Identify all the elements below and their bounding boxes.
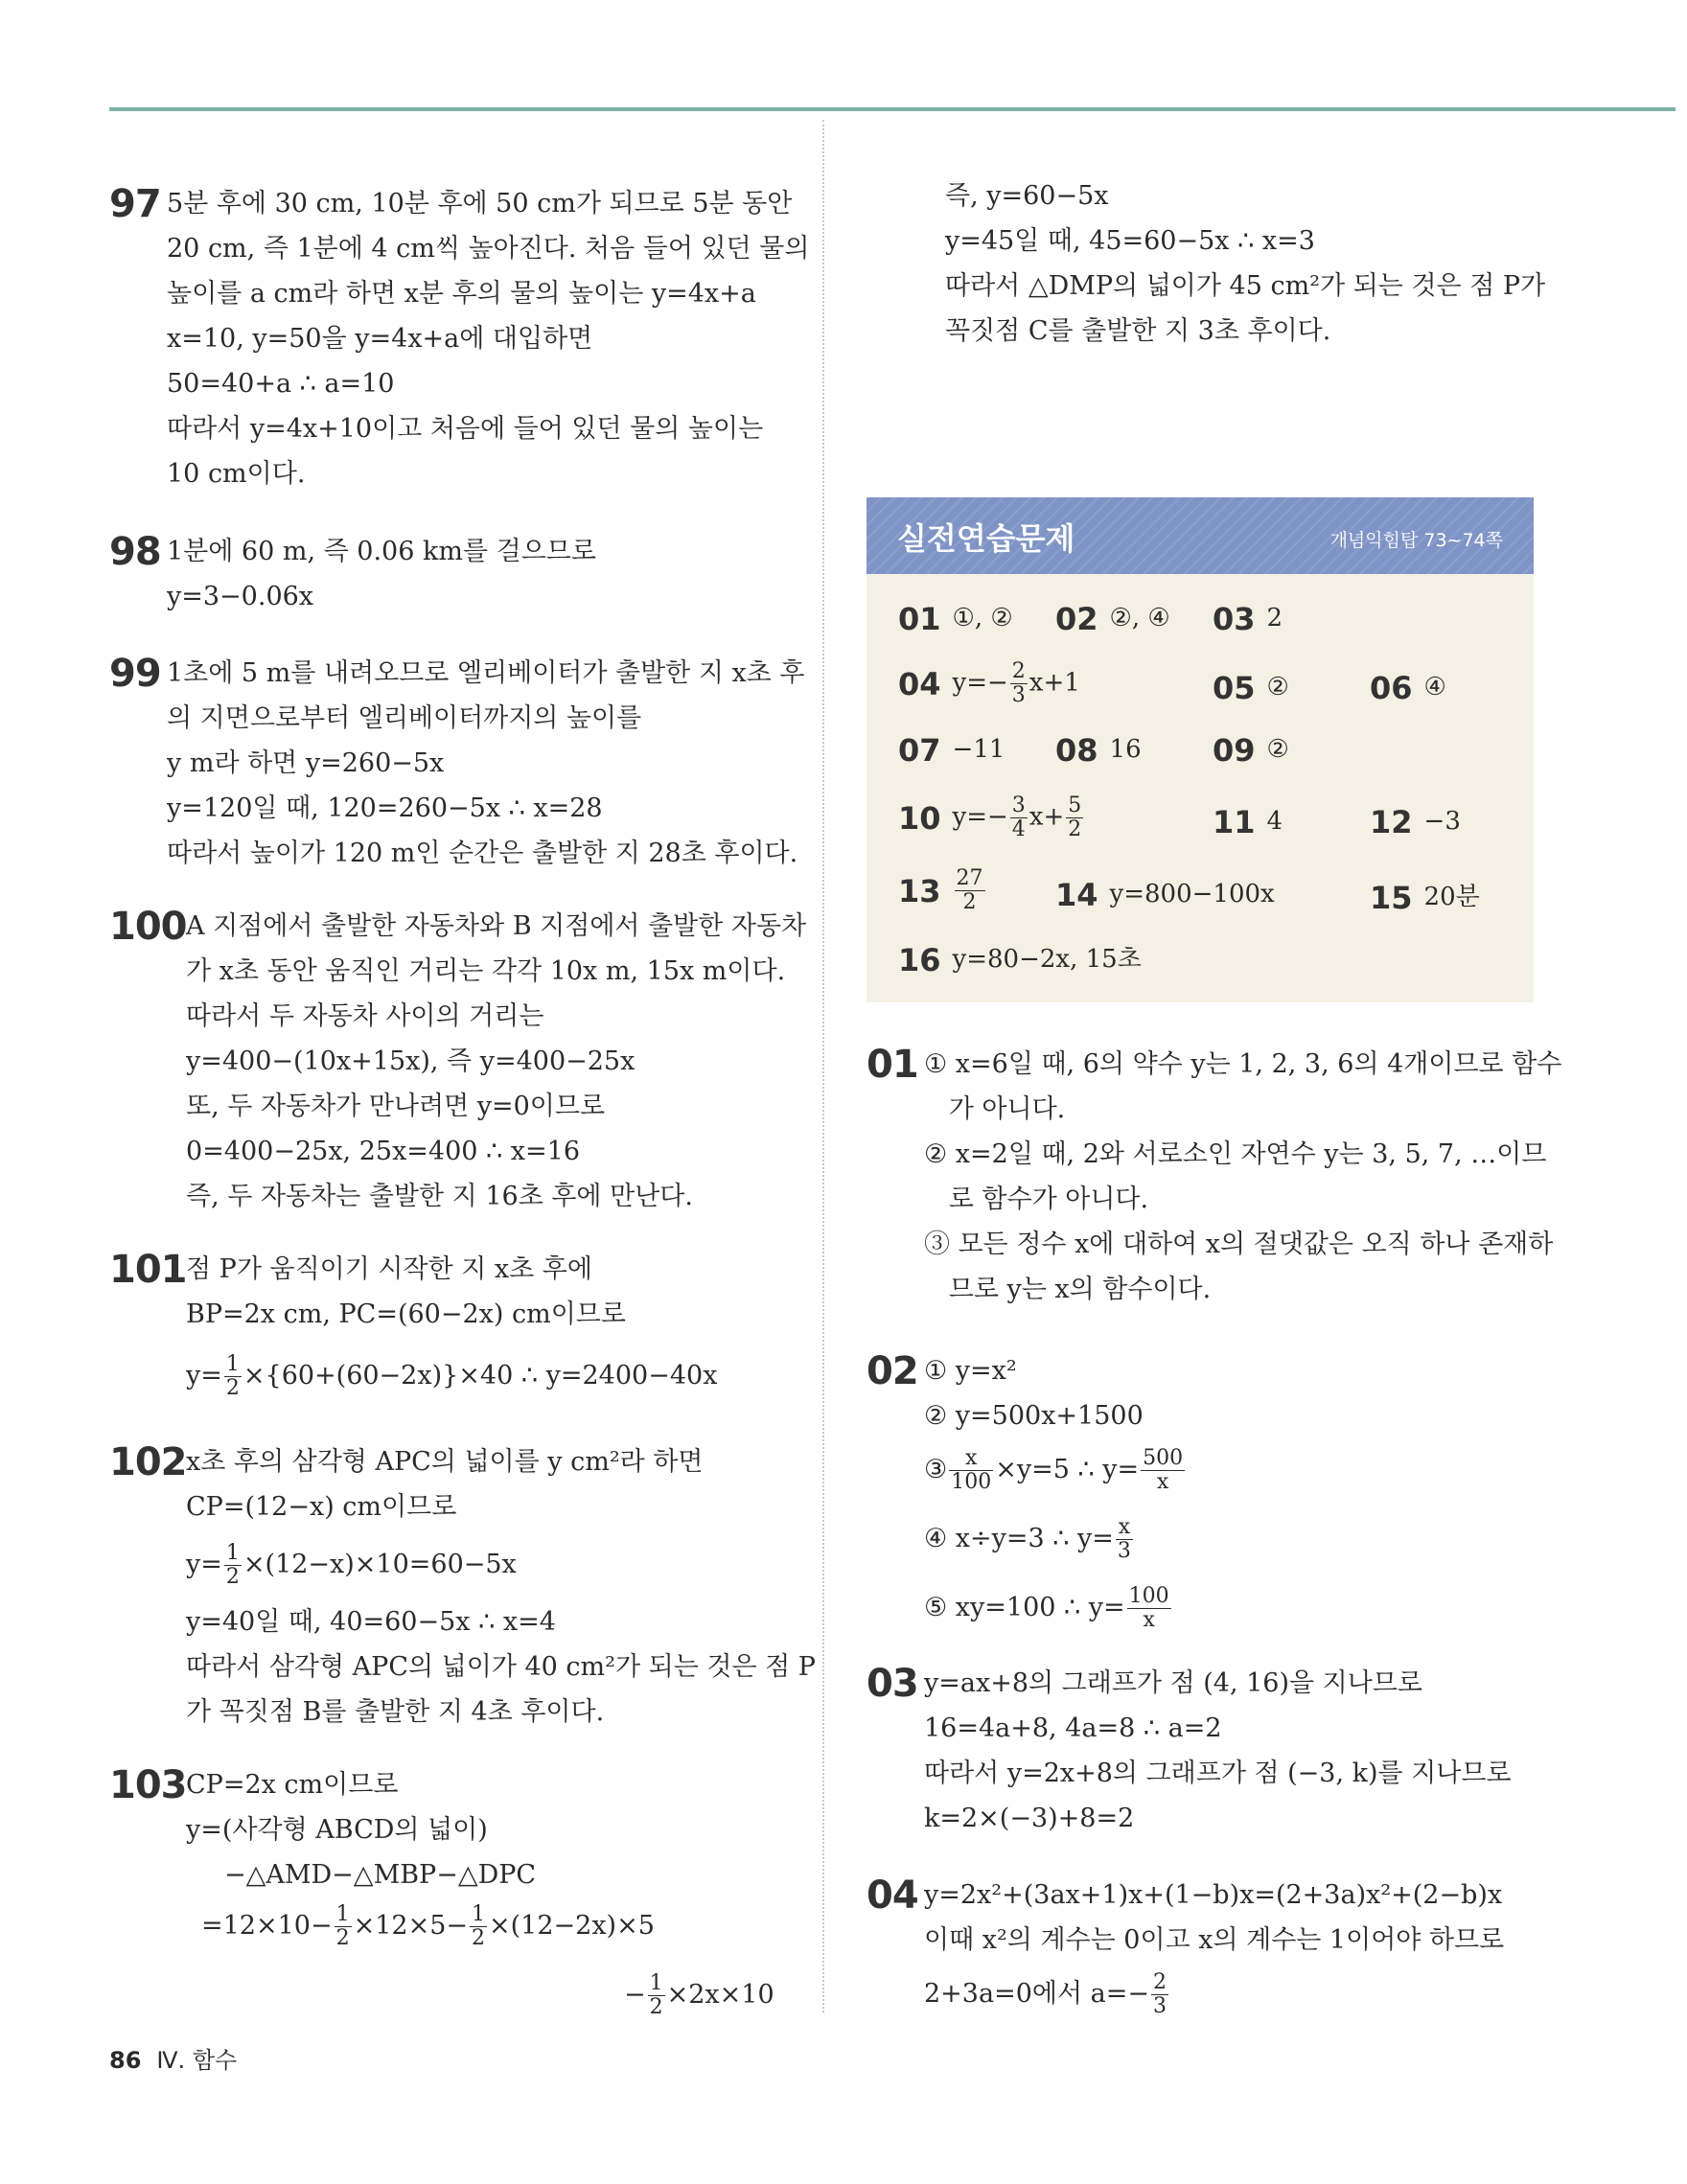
- fraction: [1010, 660, 1028, 707]
- solution-line: 16=4a+8, 4a=8 ∴ a=2: [924, 1713, 1222, 1743]
- solution-line: 따라서 y=2x+8의 그래프가 점 (−3, k)를 지나므로: [924, 1759, 1512, 1788]
- solution-line: 따라서 높이가 120 m인 순간은 출발한 지 28초 후이다.: [167, 839, 798, 868]
- answer-number: 14: [1055, 877, 1098, 913]
- expr-text: =12×10−: [201, 1911, 333, 1941]
- answer-number: 08: [1055, 732, 1098, 769]
- expr-text: ⑤ xy=100 ∴ y=: [924, 1593, 1125, 1622]
- solution-line: 20 cm, 즉 1분에 4 cm씩 높아진다. 처음 들어 있던 물의: [167, 234, 810, 264]
- solution-line: [924, 1966, 1170, 2023]
- solution-line: ① y=x²: [924, 1356, 1017, 1386]
- solution-line: [924, 1441, 1187, 1499]
- solution-line: −△AMD−△MBP−△DPC: [224, 1860, 537, 1890]
- solution-line: 므로 y는 x의 함수이다.: [924, 1275, 1212, 1304]
- denominator: 2: [225, 1565, 240, 1589]
- problem-number: 01: [867, 1043, 918, 1087]
- solution-line: 이때 x²의 계수는 0이고 x의 계수는 1이어야 하므로: [924, 1925, 1505, 1955]
- fraction: [1127, 1585, 1171, 1632]
- solution-line: [186, 1347, 717, 1405]
- solution-line: 따라서 y=4x+10이고 처음에 들어 있던 물의 높이는: [167, 414, 764, 444]
- denominator: 2: [1068, 817, 1082, 841]
- answer-15: [1370, 877, 1480, 916]
- expr-text: ×12×5−: [353, 1911, 468, 1941]
- solution-line: y=(사각형 ABCD의 넓이): [186, 1815, 488, 1845]
- expr-text: ④ x÷y=3 ∴ y=: [924, 1524, 1114, 1553]
- solution-line: [924, 1579, 1173, 1637]
- problem-number: 101: [109, 1248, 187, 1292]
- denominator: 3: [1011, 683, 1026, 707]
- numerator: 3: [1011, 793, 1026, 817]
- fraction: [955, 867, 985, 914]
- solution-line: [624, 1966, 774, 2024]
- answer-number: 15: [1370, 880, 1413, 916]
- fraction: [224, 1353, 242, 1400]
- answer-11: [1213, 804, 1283, 840]
- answer-number: 13: [898, 872, 941, 909]
- answer-value: 20분: [1423, 883, 1480, 911]
- expr-text: ×(12−2x)×5: [489, 1911, 655, 1941]
- numerator: 1: [335, 1902, 350, 1926]
- solution-line: 따라서 삼각형 APC의 넓이가 40 cm²가 되는 것은 점 P: [186, 1652, 816, 1682]
- answer-07: [898, 732, 1005, 769]
- answer-value: −3: [1423, 807, 1461, 836]
- fraction: [949, 1447, 993, 1494]
- expr-text: ×y=5 ∴ y=: [995, 1455, 1140, 1484]
- answer-value: ①, ②: [952, 604, 1013, 632]
- expr-text: y=: [186, 1550, 222, 1579]
- answer-number: 11: [1213, 804, 1256, 840]
- page-footer: [109, 2041, 237, 2075]
- solution-line: y=3−0.06x: [167, 582, 314, 611]
- answer-03: [1213, 601, 1283, 637]
- answer-value: ④: [1423, 673, 1446, 701]
- top-rule: [109, 107, 1675, 111]
- solution-line: y=2x²+(3ax+1)x+(1−b)x=(2+3a)x²+(2−b)x: [924, 1880, 1503, 1910]
- answer-number: 10: [898, 799, 941, 837]
- denominator: 3: [1117, 1539, 1131, 1563]
- fraction: [1116, 1516, 1133, 1563]
- answer-value: 2: [1266, 604, 1283, 632]
- numerator: 1: [649, 1971, 663, 1995]
- solution-line: y=45일 때, 45=60−5x ∴ x=3: [945, 226, 1315, 256]
- solution-line: ① x=6일 때, 6의 약수 y는 1, 2, 3, 6의 4개이므로 함수: [924, 1049, 1562, 1079]
- numerator: x: [949, 1447, 993, 1471]
- solution-line: 1분에 60 m, 즉 0.06 km를 걸으므로: [167, 537, 596, 566]
- fraction: [1066, 794, 1083, 841]
- answer-number: 16: [898, 942, 941, 978]
- numerator: 2: [1011, 659, 1026, 683]
- solution-line: 10 cm이다.: [167, 459, 306, 489]
- problem-number: 02: [867, 1349, 918, 1393]
- solution-line: 가 꼭짓점 B를 출발한 지 4초 후이다.: [186, 1697, 605, 1727]
- answer-number: 05: [1213, 670, 1256, 706]
- page-number: 86: [109, 2047, 142, 2074]
- answer-number: 12: [1370, 804, 1413, 840]
- answer-value: x+: [1028, 802, 1065, 832]
- solution-line: x=10, y=50을 y=4x+a에 대입하면: [167, 324, 593, 354]
- solution-line: k=2×(−3)+8=2: [924, 1804, 1135, 1833]
- solution-line: 1초에 5 m를 내려오므로 엘리베이터가 출발한 지 x초 후: [167, 658, 805, 688]
- numerator: 2: [1152, 1970, 1167, 1994]
- expr-text: 2+3a=0에서 a=−: [924, 1979, 1149, 2009]
- practice-box-title: 실전연습문제: [897, 520, 1075, 557]
- problem-number: 103: [109, 1763, 187, 1807]
- denominator: 2: [649, 1995, 663, 2019]
- solution-line: y=120일 때, 120=260−5x ∴ x=28: [167, 793, 603, 823]
- problem-number: 97: [109, 182, 161, 226]
- expr-text: ③: [924, 1455, 948, 1484]
- answer-number: 09: [1213, 732, 1256, 769]
- solution-line: 0=400−25x, 25x=400 ∴ x=16: [186, 1137, 580, 1166]
- answer-value: 4: [1266, 807, 1283, 836]
- solution-line: 5분 후에 30 cm, 10분 후에 50 cm가 되므로 5분 동안: [167, 189, 793, 218]
- answer-number: 01: [898, 601, 941, 637]
- fraction: [1141, 1447, 1185, 1494]
- answer-number: 03: [1213, 601, 1256, 637]
- solution-line: 따라서 △DMP의 넓이가 45 cm²가 되는 것은 점 P가: [945, 271, 1546, 301]
- solution-line: 가 x초 동안 움직인 거리는 각각 10x m, 15x m이다.: [186, 956, 786, 986]
- solution-line: [924, 1510, 1135, 1568]
- answer-14: [1055, 877, 1275, 913]
- section-label: Ⅳ. 함수: [156, 2047, 238, 2074]
- answer-value: 16: [1109, 735, 1142, 764]
- solution-line: 로 함수가 아니다.: [924, 1184, 1149, 1214]
- answer-05: [1213, 670, 1289, 706]
- answer-13: [898, 867, 987, 914]
- numerator: x: [1116, 1516, 1133, 1540]
- answer-06: [1370, 670, 1446, 706]
- answer-12: [1370, 804, 1461, 840]
- answer-value: y=800−100x: [1109, 880, 1275, 908]
- answer-number: 06: [1370, 670, 1413, 706]
- practice-box-reference: 개념익힘탑 73~74쪽: [1329, 530, 1503, 551]
- problem-number: 100: [109, 905, 187, 949]
- numerator: 27: [956, 866, 983, 890]
- solution-line: BP=2x cm, PC=(60−2x) cm이므로: [186, 1299, 626, 1329]
- answer-value: y=80−2x, 15초: [952, 945, 1142, 974]
- answer-02: [1055, 601, 1170, 637]
- solution-line: ② y=500x+1500: [924, 1401, 1144, 1431]
- fraction: [1151, 1971, 1168, 2018]
- numerator: 100: [1128, 1584, 1169, 1608]
- solution-line: 즉, 두 자동차는 출발한 지 16초 후에 만난다.: [186, 1182, 693, 1211]
- denominator: 2: [335, 1926, 350, 1950]
- solution-line: 즉, y=60−5x: [945, 181, 1109, 211]
- solution-line: y=ax+8의 그래프가 점 (4, 16)을 지나므로: [924, 1668, 1423, 1698]
- solution-line: [201, 1897, 655, 1955]
- solution-line: 따라서 두 자동차 사이의 거리는: [186, 1001, 544, 1031]
- answer-10: [898, 794, 1085, 841]
- solution-line: 또, 두 자동차가 만나려면 y=0이므로: [186, 1092, 606, 1121]
- answer-01: [898, 601, 1013, 637]
- answer-08: [1055, 732, 1142, 769]
- denominator: 4: [1011, 817, 1026, 841]
- fraction: [1010, 794, 1028, 841]
- solution-line: ③ 모든 정수 x에 대하여 x의 절댓값은 오직 하나 존재하: [924, 1230, 1554, 1259]
- solution-line: 꼭짓점 C를 출발한 지 3초 후이다.: [945, 316, 1331, 346]
- solution-line: [186, 1536, 517, 1594]
- fraction: [470, 1903, 487, 1950]
- numerator: 500: [1143, 1446, 1184, 1470]
- answer-value: ②: [1266, 735, 1289, 764]
- answer-value: y=−: [952, 802, 1008, 832]
- practice-box-header: [867, 497, 1534, 574]
- denominator: 2: [962, 890, 977, 914]
- problem-number: 03: [867, 1662, 918, 1706]
- solution-line: 점 P가 움직이기 시작한 지 x초 후에: [186, 1254, 592, 1284]
- expr-text: ×2x×10: [666, 1980, 774, 2010]
- solution-line: y=40일 때, 40=60−5x ∴ x=4: [186, 1607, 556, 1637]
- numerator: 1: [472, 1902, 485, 1926]
- solution-line: 가 아니다.: [924, 1094, 1066, 1124]
- column-divider: [822, 120, 824, 2012]
- denominator: 3: [1152, 1994, 1167, 2018]
- expr-text: ×{60+(60−2x)}×40 ∴ y=2400−40x: [243, 1361, 718, 1391]
- answer-value: y=−: [952, 668, 1008, 698]
- answer-number: 04: [898, 665, 941, 702]
- problem-number: 98: [109, 530, 161, 574]
- answer-value: x+1: [1028, 668, 1080, 698]
- answer-value: ②: [1266, 673, 1289, 701]
- solution-line: A 지점에서 출발한 자동차와 B 지점에서 출발한 자동차: [186, 911, 807, 941]
- answer-04: [898, 660, 1080, 707]
- solution-line: x초 후의 삼각형 APC의 넓이를 y cm²라 하면: [186, 1447, 704, 1477]
- solution-line: 높이를 a cm라 하면 x분 후의 물의 높이는 y=4x+a: [167, 279, 756, 309]
- answer-09: [1213, 732, 1289, 769]
- numerator: 1: [225, 1352, 240, 1376]
- answer-16: [898, 939, 1142, 978]
- problem-number: 04: [867, 1874, 918, 1918]
- denominator: 2: [225, 1376, 240, 1400]
- denominator: 100: [951, 1470, 992, 1494]
- denominator: x: [1156, 1470, 1169, 1494]
- solution-line: CP=(12−x) cm이므로: [186, 1492, 457, 1522]
- fraction: [224, 1542, 242, 1589]
- solution-line: y m라 하면 y=260−5x: [167, 748, 445, 778]
- denominator: 2: [472, 1926, 485, 1950]
- solution-line: 의 지면으로부터 엘리베이터까지의 높이를: [167, 703, 642, 733]
- solution-line: CP=2x cm이므로: [186, 1770, 399, 1800]
- practice-answer-box: [867, 497, 1534, 1002]
- answer-number: 07: [898, 732, 941, 769]
- expr-text: −: [624, 1980, 646, 2010]
- answer-value: −11: [952, 735, 1005, 764]
- solution-line: y=400−(10x+15x), 즉 y=400−25x: [186, 1046, 636, 1076]
- expr-text: ×(12−x)×10=60−5x: [243, 1550, 517, 1579]
- answer-number: 02: [1055, 601, 1098, 637]
- numerator: 1: [225, 1541, 240, 1565]
- denominator: x: [1143, 1608, 1155, 1632]
- solution-line: 50=40+a ∴ a=10: [167, 369, 395, 399]
- problem-number: 102: [109, 1440, 187, 1484]
- solution-line: ② x=2일 때, 2와 서로소인 자연수 y는 3, 5, 7, …이므: [924, 1139, 1547, 1169]
- expr-text: y=: [186, 1361, 222, 1391]
- numerator: 5: [1068, 793, 1082, 817]
- fraction: [648, 1972, 665, 2019]
- answer-value: ②, ④: [1109, 604, 1170, 632]
- problem-number: 99: [109, 652, 161, 696]
- fraction: [335, 1903, 352, 1950]
